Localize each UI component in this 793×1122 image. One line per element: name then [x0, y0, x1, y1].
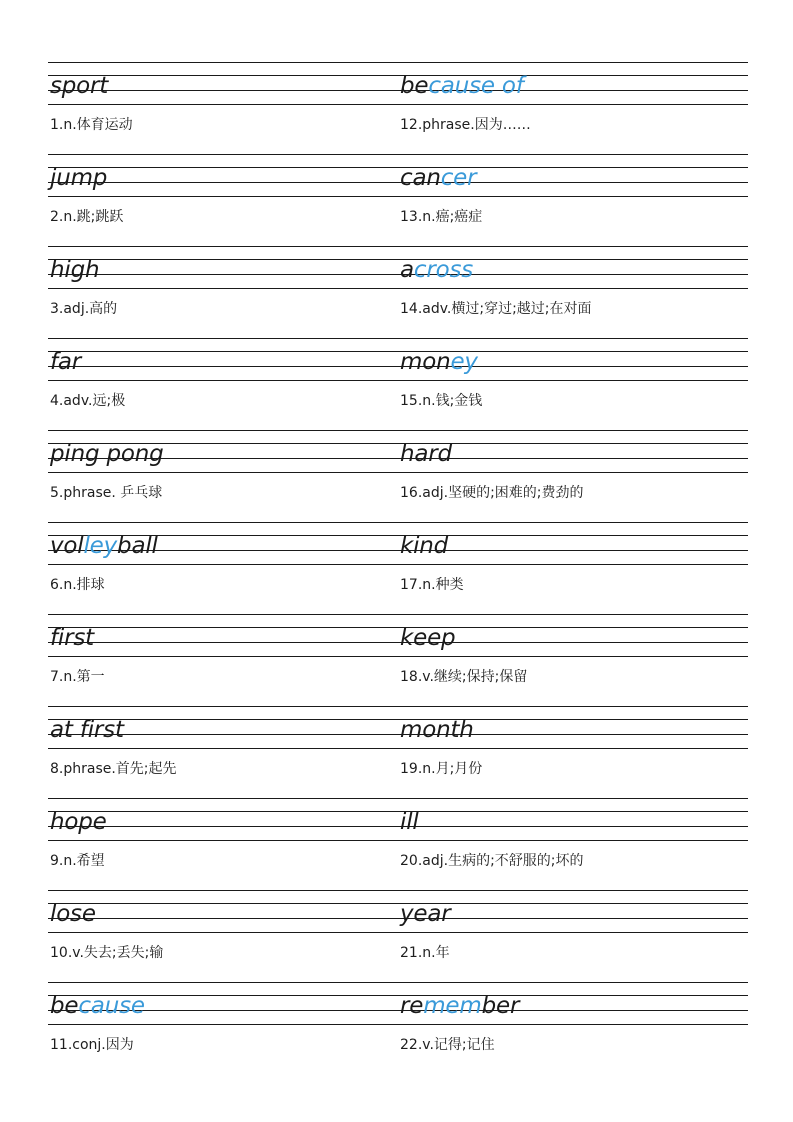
vocab-word	[400, 250, 473, 290]
vocab-meaning: 10.v.失去;丢失;输	[50, 945, 164, 961]
word-syllable: be	[400, 73, 429, 99]
word-syllable: year	[400, 901, 451, 927]
vocab-entry	[398, 798, 748, 890]
guide-line	[48, 522, 398, 523]
vocab-entry	[48, 246, 398, 338]
guide-line	[48, 366, 398, 367]
word-syllable: be	[50, 993, 79, 1019]
vocab-entry	[48, 154, 398, 246]
word-syllable: jump	[50, 165, 108, 191]
word-syllable: kind	[400, 533, 449, 559]
guide-line	[48, 982, 398, 983]
vocab-entry	[398, 706, 748, 798]
vocab-word	[400, 894, 451, 934]
vocab-word	[50, 986, 145, 1026]
word-syllable: first	[50, 625, 94, 651]
vocab-meaning: 1.n.体育运动	[50, 117, 133, 133]
vocab-entry	[398, 246, 748, 338]
word-syllable: ill	[400, 809, 419, 835]
word-syllable: hope	[50, 809, 107, 835]
guide-line	[48, 642, 398, 643]
vocab-word	[50, 250, 99, 290]
vocab-word	[50, 894, 96, 934]
word-syllable: ping pong	[50, 441, 164, 467]
guide-line	[48, 627, 398, 628]
vocab-word	[400, 434, 452, 474]
vocab-meaning: 3.adj.高的	[50, 301, 118, 317]
vocab-word	[50, 434, 164, 474]
vocab-word	[50, 526, 158, 566]
word-syllable: ber	[481, 993, 520, 1019]
vocab-entry	[398, 338, 748, 430]
guide-line	[48, 798, 398, 799]
guide-line	[398, 62, 748, 63]
word-syllable: a	[400, 257, 414, 283]
vocab-entry	[48, 614, 398, 706]
guide-line	[398, 826, 748, 827]
vocab-meaning: 14.adv.横过;穿过;越过;在对面	[400, 301, 592, 317]
vocab-word	[50, 66, 108, 106]
word-syllable: far	[50, 349, 82, 375]
vocab-word	[50, 158, 107, 198]
guide-line	[48, 338, 398, 339]
vocab-word	[400, 986, 519, 1026]
word-syllable: can	[400, 165, 441, 191]
highlighted-syllable: cer	[440, 165, 477, 191]
guide-line	[398, 890, 748, 891]
four-line-guide	[48, 338, 398, 382]
vocab-word	[400, 158, 476, 198]
vocab-word	[400, 802, 419, 842]
vocab-entry	[398, 62, 748, 154]
vocab-meaning: 21.n.年	[400, 945, 450, 961]
vocab-word	[50, 618, 94, 658]
highlighted-syllable: mem	[423, 993, 482, 1019]
guide-line	[48, 706, 398, 707]
guide-line	[398, 840, 748, 841]
guide-line	[48, 351, 398, 352]
guide-line	[48, 62, 398, 63]
guide-line	[48, 274, 398, 275]
word-syllable: month	[400, 717, 474, 743]
vocab-meaning: 13.n.癌;癌症	[400, 209, 483, 225]
guide-line	[48, 932, 398, 933]
guide-line	[398, 430, 748, 431]
word-syllable: mon	[400, 349, 451, 375]
vocab-word	[50, 802, 107, 842]
vocab-entry	[48, 890, 398, 982]
vocab-meaning: 20.adj.生病的;不舒服的;坏的	[400, 853, 584, 869]
word-syllable: ball	[117, 533, 158, 559]
guide-line	[398, 706, 748, 707]
vocab-word	[50, 342, 81, 382]
vocab-entry	[48, 706, 398, 798]
guide-line	[398, 535, 748, 536]
vocab-entry	[398, 614, 748, 706]
guide-line	[48, 259, 398, 260]
four-line-guide	[398, 798, 748, 842]
guide-line	[48, 380, 398, 381]
vocab-meaning: 22.v.记得;记住	[400, 1037, 495, 1053]
vocab-entry	[398, 890, 748, 982]
highlighted-syllable: ey	[450, 349, 478, 375]
guide-line	[48, 918, 398, 919]
word-syllable: high	[50, 257, 100, 283]
vocab-entry	[398, 522, 748, 614]
highlighted-syllable: cause of	[428, 73, 524, 99]
vocab-entry	[48, 522, 398, 614]
vocab-word	[400, 710, 474, 750]
vocab-entry	[48, 338, 398, 430]
four-line-guide	[48, 246, 398, 290]
guide-line	[398, 982, 748, 983]
vocab-meaning: 5.phrase. 乒乓球	[50, 485, 163, 501]
guide-line	[48, 430, 398, 431]
highlighted-syllable: cause	[78, 993, 145, 1019]
vocab-meaning: 12.phrase.因为……	[400, 117, 531, 133]
vocab-meaning: 7.n.第一	[50, 669, 105, 685]
guide-line	[398, 550, 748, 551]
guide-line	[398, 154, 748, 155]
vocab-word	[400, 618, 455, 658]
four-line-guide	[48, 614, 398, 658]
vocab-meaning: 17.n.种类	[400, 577, 464, 593]
vocab-word	[400, 526, 448, 566]
vocab-entry	[48, 798, 398, 890]
guide-line	[398, 338, 748, 339]
vocab-meaning: 16.adj.坚硬的;困难的;费劲的	[400, 485, 584, 501]
guide-line	[398, 811, 748, 812]
vocab-entry	[48, 430, 398, 522]
vocab-meaning: 6.n.排球	[50, 577, 105, 593]
vocab-entry	[398, 154, 748, 246]
vocab-entry	[398, 430, 748, 522]
vocab-entry	[48, 62, 398, 154]
guide-line	[48, 154, 398, 155]
word-syllable: at first	[50, 717, 124, 743]
vocab-entry	[398, 982, 748, 1074]
four-line-guide	[48, 890, 398, 934]
guide-line	[398, 614, 748, 615]
word-syllable: re	[400, 993, 424, 1019]
guide-line	[398, 564, 748, 565]
vocab-meaning: 2.n.跳;跳跃	[50, 209, 124, 225]
vocab-meaning: 8.phrase.首先;起先	[50, 761, 177, 777]
vocab-meaning: 18.v.继续;保持;保留	[400, 669, 528, 685]
vocab-meaning: 11.conj.因为	[50, 1037, 134, 1053]
vocab-meaning: 9.n.希望	[50, 853, 105, 869]
word-syllable: sport	[50, 73, 109, 99]
guide-line	[48, 614, 398, 615]
guide-line	[48, 890, 398, 891]
word-syllable: lose	[50, 901, 96, 927]
highlighted-syllable: cross	[413, 257, 474, 283]
vocab-word	[400, 342, 478, 382]
word-syllable: hard	[400, 441, 452, 467]
guide-line	[398, 246, 748, 247]
guide-line	[48, 288, 398, 289]
vocab-word	[400, 66, 524, 106]
guide-line	[48, 246, 398, 247]
highlighted-syllable: ley	[83, 533, 118, 559]
guide-line	[398, 522, 748, 523]
word-syllable: vol	[50, 533, 84, 559]
word-syllable: keep	[400, 625, 456, 651]
guide-line	[48, 656, 398, 657]
guide-line	[398, 798, 748, 799]
vocab-meaning: 4.adv.远;极	[50, 393, 126, 409]
guide-line	[48, 903, 398, 904]
vocab-meaning: 15.n.钱;金钱	[400, 393, 483, 409]
vocab-meaning: 19.n.月;月份	[400, 761, 483, 777]
vocab-word	[50, 710, 124, 750]
four-line-guide	[398, 522, 748, 566]
vocab-entry	[48, 982, 398, 1074]
